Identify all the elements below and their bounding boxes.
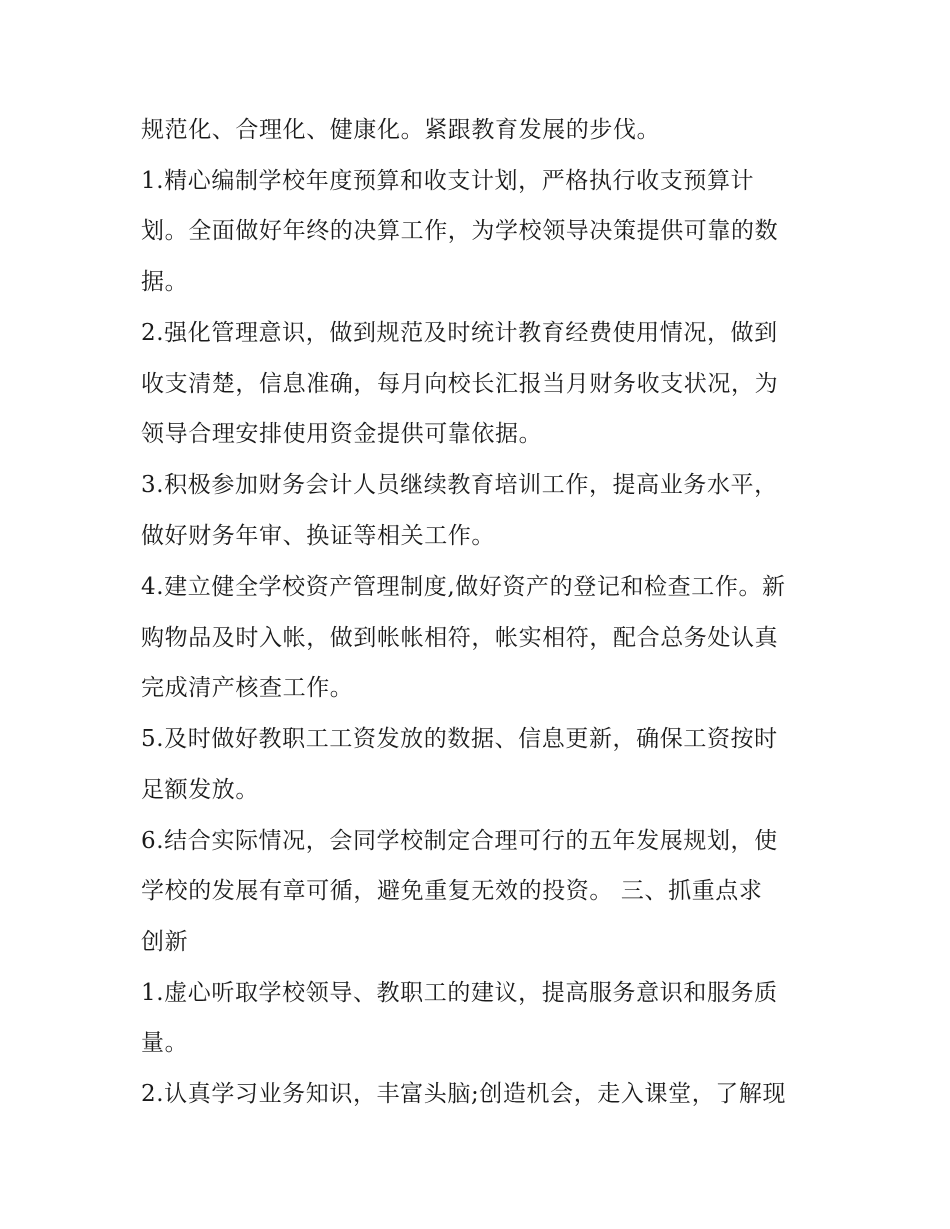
text-line: 5.及时做好教职工工资发放的数据、信息更新，确保工资按时 [141, 726, 778, 752]
text-line: 1.虚心听取学校领导、教职工的建议，提高服务意识和服务质 [141, 980, 778, 1006]
text-line: 足额发放。 [141, 777, 259, 803]
text-line: 1.精心编制学校年度预算和收支计划，严格执行收支预算计 [141, 168, 755, 194]
text-line: 2.强化管理意识，做到规范及时统计教育经费使用情况，做到 [141, 320, 778, 346]
text-line: 据。 [141, 269, 189, 295]
text-line: 量。 [141, 1030, 189, 1056]
text-line: 做好财务年审、换证等相关工作。 [141, 523, 495, 549]
text-line: 6.结合实际情况，会同学校制定合理可行的五年发展规划，使 [141, 828, 778, 854]
text-line: 创新 [141, 929, 189, 955]
text-line: 完成清产核查工作。 [141, 675, 354, 701]
text-line: 4.建立健全学校资产管理制度,做好资产的登记和检查工作。新 [141, 574, 786, 600]
text-line: 收支清楚，信息准确，每月向校长汇报当月财务收支状况，为 [141, 371, 779, 397]
text-line: 2.认真学习业务知识，丰富头脑;创造机会，走入课堂，了解现 [141, 1081, 787, 1107]
text-line: 规范化、合理化、健康化。紧跟教育发展的步伐。 [141, 117, 661, 143]
text-line: 领导合理安排使用资金提供可靠依据。 [141, 421, 543, 447]
text-line: 学校的发展有章可循，避免重复无效的投资。 三、抓重点求 [141, 878, 763, 904]
text-line: 划。全面做好年终的决算工作，为学校领导决策提供可靠的数 [141, 218, 779, 244]
text-line: 3.积极参加财务会计人员继续教育培训工作，提高业务水平， [141, 472, 778, 498]
text-line: 购物品及时入帐，做到帐帐相符，帐实相符，配合总务处认真 [141, 625, 779, 651]
